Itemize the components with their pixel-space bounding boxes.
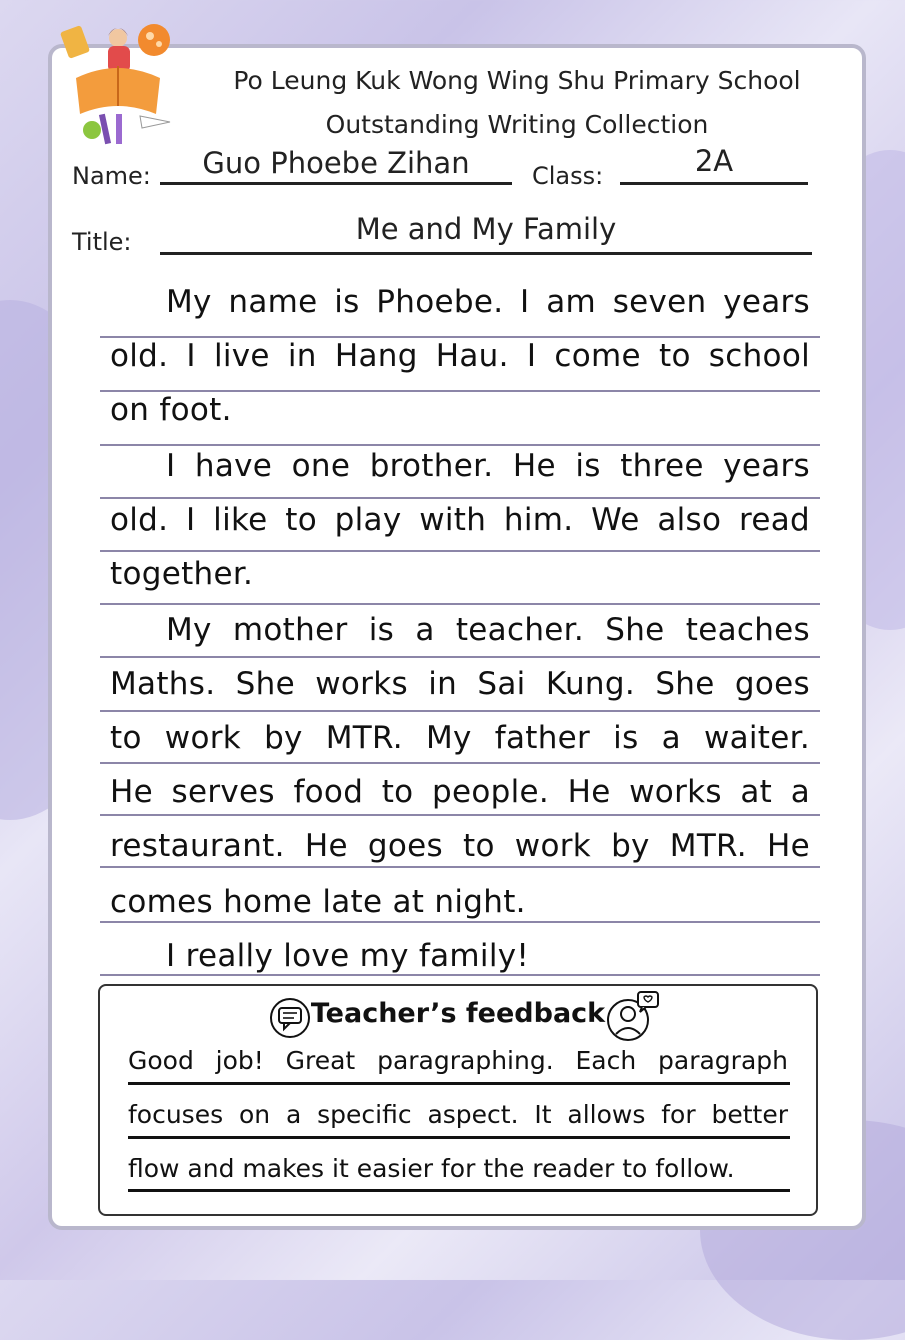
ruled-line <box>100 921 820 923</box>
ruled-line <box>100 814 820 816</box>
ruled-line <box>100 974 820 976</box>
essay-line: old. I live in Hang Hau. I come to school <box>110 338 810 374</box>
name-value: Guo Phoebe Zihan <box>202 146 470 180</box>
essay-line: My name is Phoebe. I am seven years <box>166 284 810 320</box>
collection-title: Outstanding Writing Collection <box>325 110 709 139</box>
essay-line: to work by MTR. My father is a waiter. <box>110 720 810 756</box>
essay-line: I have one brother. He is three years <box>166 448 810 484</box>
name-label: Name: <box>72 162 151 190</box>
feedback-box <box>98 984 818 1216</box>
feedback-rule <box>128 1136 790 1139</box>
ruled-line <box>100 762 820 764</box>
ruled-line <box>100 497 820 499</box>
feedback-rule <box>128 1082 790 1085</box>
class-label: Class: <box>532 162 604 190</box>
feedback-line: flow and makes it easier for the reader to follow. <box>128 1154 735 1183</box>
feedback-rule <box>128 1189 790 1192</box>
ruled-line <box>100 550 820 552</box>
essay-line: old. I like to play with him. We also read <box>110 502 810 538</box>
essay-line: My mother is a teacher. She teaches <box>166 612 810 648</box>
name-underline <box>160 182 512 185</box>
essay-line: He serves food to people. He works at a <box>110 774 810 810</box>
ruled-line <box>100 444 820 446</box>
title-underline <box>160 252 812 255</box>
reading-girl-illustration <box>58 18 178 148</box>
class-value: 2A <box>694 144 734 178</box>
essay-line: Maths. She works in Sai Kung. She goes <box>110 666 810 702</box>
essay-line: on foot. <box>110 392 232 428</box>
ruled-line <box>100 656 820 658</box>
feedback-title: Teacher’s feedback <box>310 998 606 1029</box>
essay-line: together. <box>110 556 254 592</box>
title-value: Me and My Family <box>355 212 617 246</box>
essay-line: restaurant. He goes to work by MTR. He <box>110 828 810 864</box>
feedback-line: Good job! Great paragraphing. Each paragraph <box>128 1046 788 1075</box>
school-name: Po Leung Kuk Wong Wing Shu Primary School <box>233 66 801 95</box>
class-underline <box>620 182 808 185</box>
feedback-line: focuses on a specific aspect. It allows for better <box>128 1100 788 1129</box>
ruled-line <box>100 603 820 605</box>
essay-line: comes home late at night. <box>110 884 526 920</box>
title-label: Title: <box>72 228 132 256</box>
essay-line: I really love my family! <box>166 938 530 974</box>
ruled-line <box>100 866 820 868</box>
person-chat-icon <box>604 990 662 1044</box>
writing-sheet <box>48 44 866 1230</box>
ruled-line <box>100 710 820 712</box>
